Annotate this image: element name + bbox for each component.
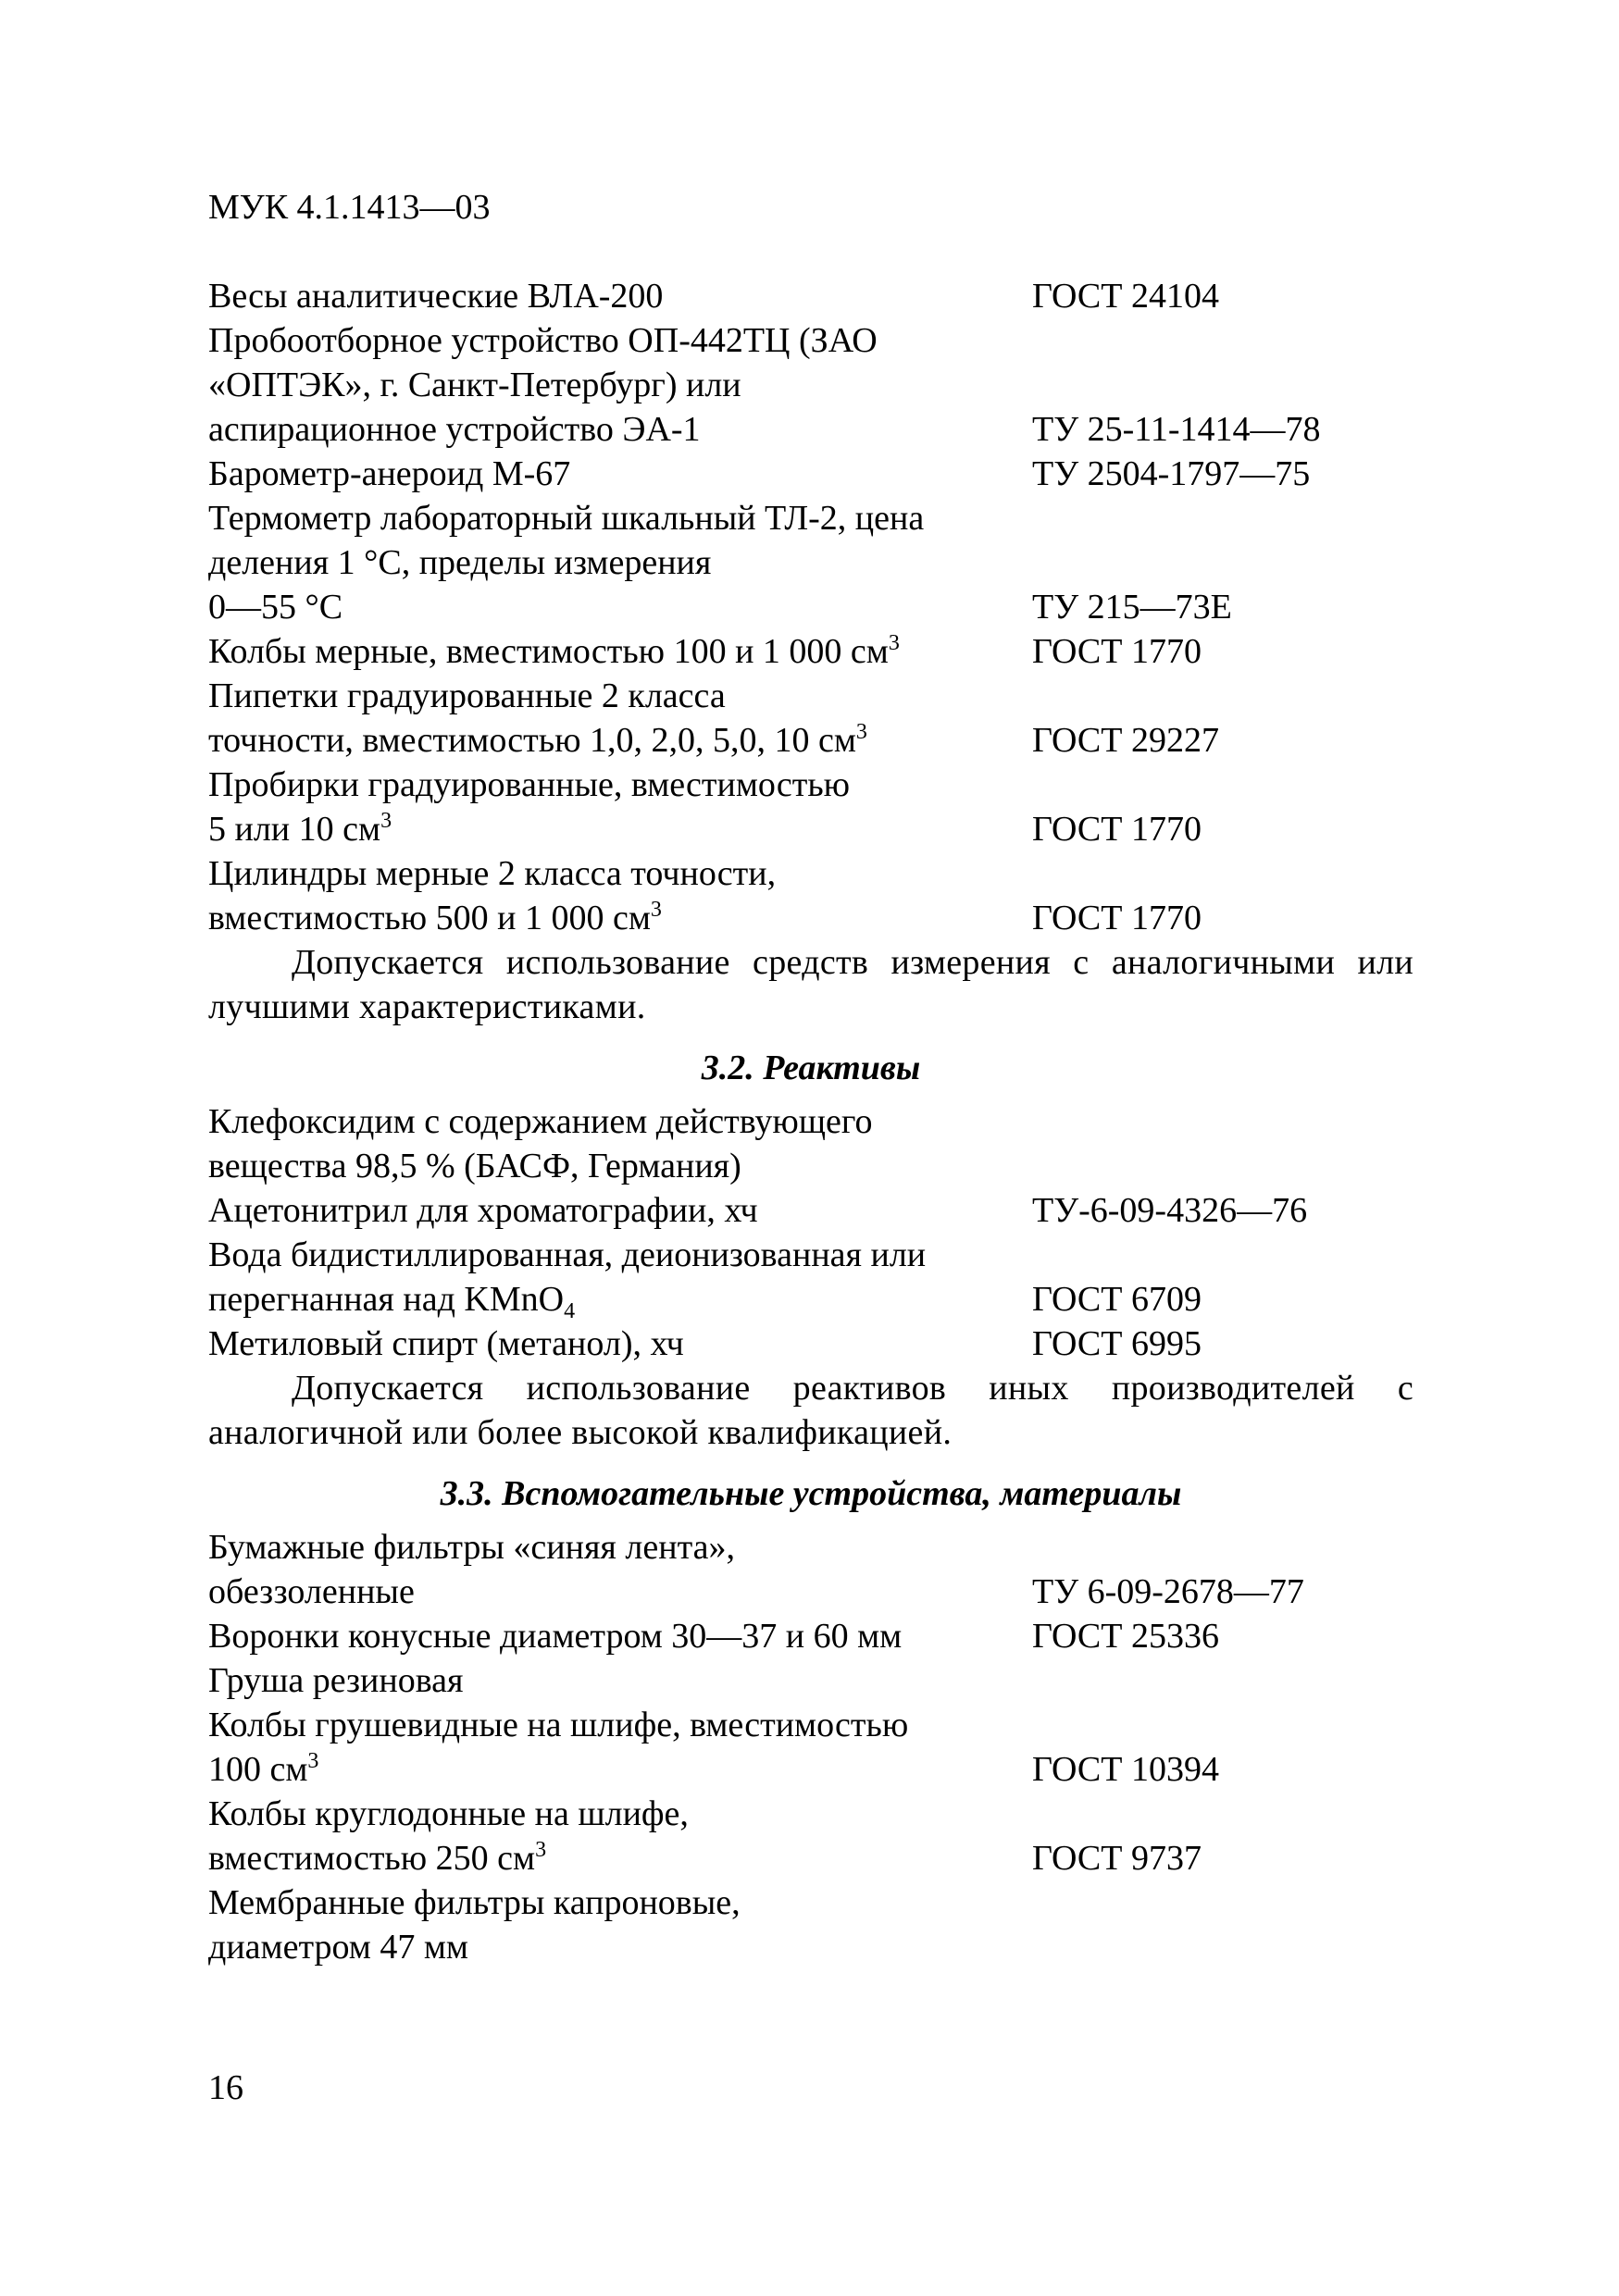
list-item [208,1233,1414,1277]
item-name: аспирационное устройство ЭА-1 [208,410,701,449]
item-spec: ГОСТ 1770 [1032,632,1202,671]
item-name: вместимостью 500 и 1 000 см [208,899,651,937]
equipment-note-paragraph: Допускается использование средств измерения с аналогичными или лучшими характеристиками. [208,943,1414,1026]
list-item [208,718,1414,763]
superscript: 3 [380,809,392,833]
item-spec: ГОСТ 24104 [1032,277,1219,316]
list-item [208,851,1414,896]
item-name: Вода бидистиллированная, деионизованная или [208,1235,927,1274]
item-spec: ТУ-6-09-4326—76 [1032,1191,1308,1230]
list-item [208,1836,1414,1880]
item-name-cell [208,1277,1032,1322]
superscript: 3 [650,898,662,922]
item-name: Колбы круглодонные на шлифе, [208,1794,689,1833]
list-item [208,1880,1414,1925]
item-name: обеззоленные [208,1572,415,1611]
item-name: Метиловый спирт (метанол), хч [208,1324,684,1363]
item-spec: ГОСТ 29227 [1032,721,1219,760]
item-name-cell [208,629,1032,674]
list-item [208,363,1414,407]
item-name: 100 см [208,1750,308,1789]
item-name: деления 1 °С, пределы измерения [208,543,712,582]
item-name-cell [208,1836,1032,1880]
item-name: Весы аналитические ВЛА-200 [208,277,664,316]
reagents-list [208,1099,1414,1366]
list-item [208,540,1414,585]
page-content [208,274,1414,1969]
item-spec: ГОСТ 6709 [1032,1280,1202,1319]
list-item [208,1277,1414,1322]
item-name: Барометр-анероид М-67 [208,454,571,493]
item-name: 5 или 10 см [208,810,381,849]
item-spec: ТУ 215—73Е [1032,588,1232,627]
item-name-cell [208,807,1032,851]
superscript: 3 [535,1838,547,1862]
item-name: Термометр лабораторный шкальный ТЛ-2, цена [208,499,925,538]
item-spec: ГОСТ 1770 [1032,899,1202,937]
item-name: Груша резиновая [208,1661,464,1700]
list-item [208,1925,1414,1969]
item-name-cell [208,1747,1032,1792]
item-name-cell [208,718,1032,763]
list-item [208,763,1414,807]
reagents-note-paragraph: Допускается использование реактивов иных производителей с аналогичной или более высокой квалификацией. [208,1369,1414,1452]
item-spec: ТУ 2504-1797—75 [1032,454,1311,493]
list-item [208,1614,1414,1658]
item-name: вещества 98,5 % (БАСФ, Германия) [208,1147,741,1185]
item-name: вместимостью 250 см [208,1839,536,1878]
superscript: 3 [888,631,900,655]
list-item [208,585,1414,629]
list-item [208,1144,1414,1188]
item-name-cell [208,896,1032,940]
item-spec: ГОСТ 9737 [1032,1839,1202,1878]
list-item [208,1570,1414,1614]
list-item [208,1322,1414,1366]
item-name: перегнанная над KMnO [208,1280,565,1319]
item-name: точности, вместимостью 1,0, 2,0, 5,0, 10 см [208,721,856,760]
list-item [208,1099,1414,1144]
item-spec: ГОСТ 1770 [1032,810,1202,849]
list-item [208,318,1414,363]
item-name: диаметром 47 мм [208,1928,468,1967]
document-code-header: МУК 4.1.1413—03 [208,188,491,227]
item-name: Колбы грушевидные на шлифе, вместимостью [208,1706,909,1744]
list-item [208,496,1414,540]
item-name: 0—55 °С [208,588,343,627]
item-name: Воронки конусные диаметром 30—37 и 60 мм [208,1617,903,1656]
item-name: Бумажные фильтры «синяя лента», [208,1528,736,1567]
item-name: «ОПТЭК», г. Санкт-Петербург) или [208,366,741,404]
item-spec: ГОСТ 10394 [1032,1750,1219,1789]
item-name: Пипетки градуированные 2 класса [208,676,726,715]
item-name: Колбы мерные, вместимостью 100 и 1 000 см [208,632,889,671]
equipment-list [208,274,1414,940]
section-heading-auxiliary: 3.3. Вспомогательные устройства, материалы [440,1474,1182,1513]
list-item [208,407,1414,452]
superscript: 3 [855,720,867,744]
item-name: Пробирки градуированные, вместимостью [208,765,851,804]
list-item [208,1188,1414,1233]
item-name: Ацетонитрил для хроматографии, хч [208,1191,758,1230]
list-item [208,452,1414,496]
page-number: 16 [208,2068,243,2107]
list-item [208,1747,1414,1792]
item-spec: ТУ 6-09-2678—77 [1032,1572,1304,1611]
list-item [208,1792,1414,1836]
item-name: Пробоотборное устройство ОП-442ТЦ (ЗАО [208,321,878,360]
item-spec: ГОСТ 25336 [1032,1617,1219,1656]
item-spec: ГОСТ 6995 [1032,1324,1202,1363]
item-name: Цилиндры мерные 2 класса точности, [208,854,777,893]
list-item [208,1525,1414,1570]
item-spec: ТУ 25-11-1414—78 [1032,410,1321,449]
list-item [208,629,1414,674]
item-name: Мембранные фильтры капроновые, [208,1883,741,1922]
subscript: 4 [564,1299,576,1323]
list-item [208,1703,1414,1747]
list-item [208,807,1414,851]
section-heading-reagents: 3.2. Реактивы [701,1049,921,1087]
auxiliary-list [208,1525,1414,1969]
list-item [208,896,1414,940]
item-name: Клефоксидим с содержанием действующего [208,1102,873,1141]
list-item [208,274,1414,318]
superscript: 3 [307,1749,319,1773]
list-item [208,1658,1414,1703]
list-item [208,674,1414,718]
